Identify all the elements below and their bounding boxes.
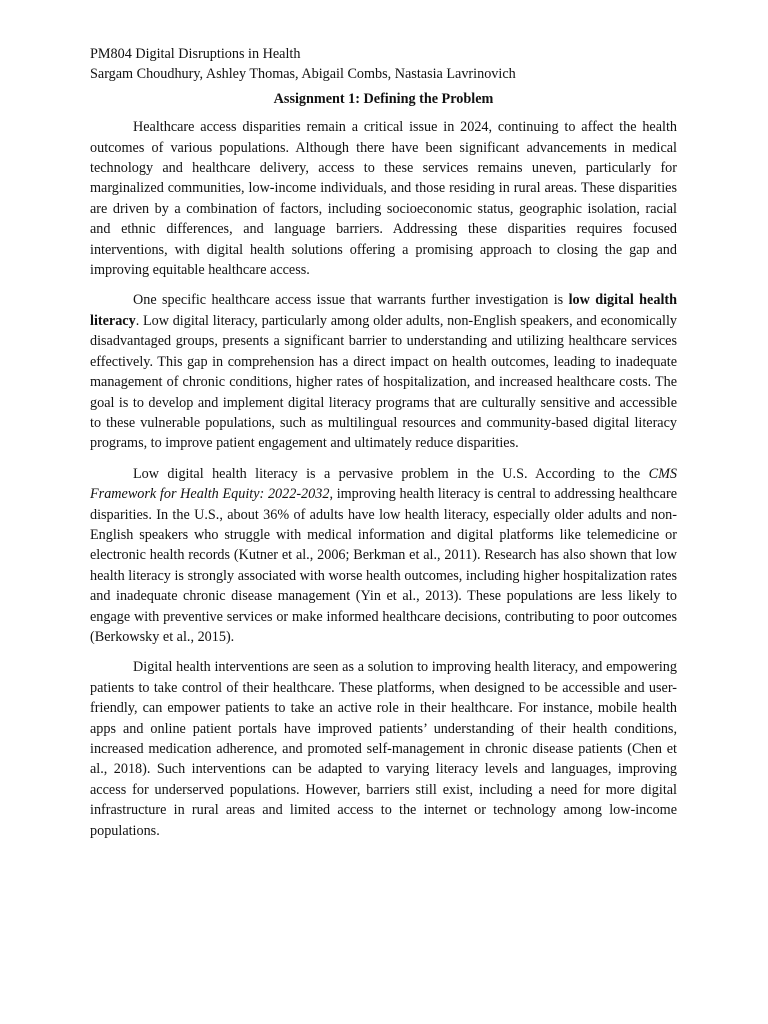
course-title: PM804 Digital Disruptions in Health (90, 46, 301, 62)
paragraph-2-body: . Low digital literacy, particularly among older adults, non-English speakers, and economically disadvantaged groups, presents a significant barrier to understanding and utilizing healthcare services effectively. This gap in comprehension has a direct impact on health outcomes, leading to inadequate management of chronic conditions, higher rates of hospitalization, and increased healthcare costs. The goal is to develop and implement digital literacy programs that are culturally sensitive and accessible to these vulnerable populations, such as multilingual resources and community-based digital literacy programs, to improve patient engagement and ultimately reduce disparities. (90, 312, 677, 452)
paragraph-3-body: , improving health literacy is central to addressing healthcare disparities. In the U.S., about 36% of adults have low health literacy, especially older adults and non-English speakers who struggle with medical information and digital platforms like telemedicine or electronic health records (Kutner et al., 2006; Berkman et al., 2011). Research has also shown that low health literacy is strongly associated with worse health outcomes, including higher hospitalization rates and inadequate chronic disease management (Yin et al., 2013). These populations are less likely to engage with preventive services or make informed healthcare decisions, contributing to poor outcomes (Berkowsky et al., 2015). (90, 486, 677, 645)
assignment-title: Assignment 1: Defining the Problem (273, 90, 494, 107)
paragraph-3-italic-title: CMS Framework for Health Equity: 2022-2032 (90, 465, 677, 503)
paragraph-1: Healthcare access disparities remain a critical issue in 2024, continuing to affect the health outcomes of various populations. Although there have been significant advancements in medical technology and healthcare delivery, access to these services remains uneven, particularly for marginalized communities, low-income individuals, and those residing in rural areas. These disparities are driven by a combination of factors, including socioeconomic status, geographic isolation, racial and ethnic differences, and language barriers. Addressing these disparities requires focused interventions, with digital health solutions offering a promising approach to closing the gap and improving equitable healthcare access. (90, 119, 677, 279)
paragraph-3 (90, 464, 677, 648)
paragraph-2-lead: One specific healthcare access issue that warrants further investigation is (133, 292, 569, 309)
paragraph-2-bold-term: low digital health literacy (90, 292, 677, 329)
document-page (90, 44, 677, 851)
author-list: Sargam Choudhury, Ashley Thomas, Abigail Combs, Nastasia Lavrinovich (90, 66, 516, 83)
paragraph-4: Digital health interventions are seen as a solution to improving health literacy, and empowering patients to take control of their healthcare. These platforms, when designed to be accessible and user-friendly, can empower patients to take an active role in their healthcare. For instance, mobile health apps and online patient portals have improved patients’ understanding of their health conditions, increased medication adherence, and promoted self-management in chronic disease patients (Chen et al., 2018). Such interventions can be adapted to varying literacy levels and languages, improving access for underserved populations. However, barriers still exist, including a need for more digital infrastructure in rural areas and limited access to the internet or technology among low-income populations. (90, 659, 677, 839)
paragraph-2 (90, 290, 677, 453)
paragraph-3-lead: Low digital health literacy is a pervasive problem in the U.S. According to the (133, 465, 649, 482)
